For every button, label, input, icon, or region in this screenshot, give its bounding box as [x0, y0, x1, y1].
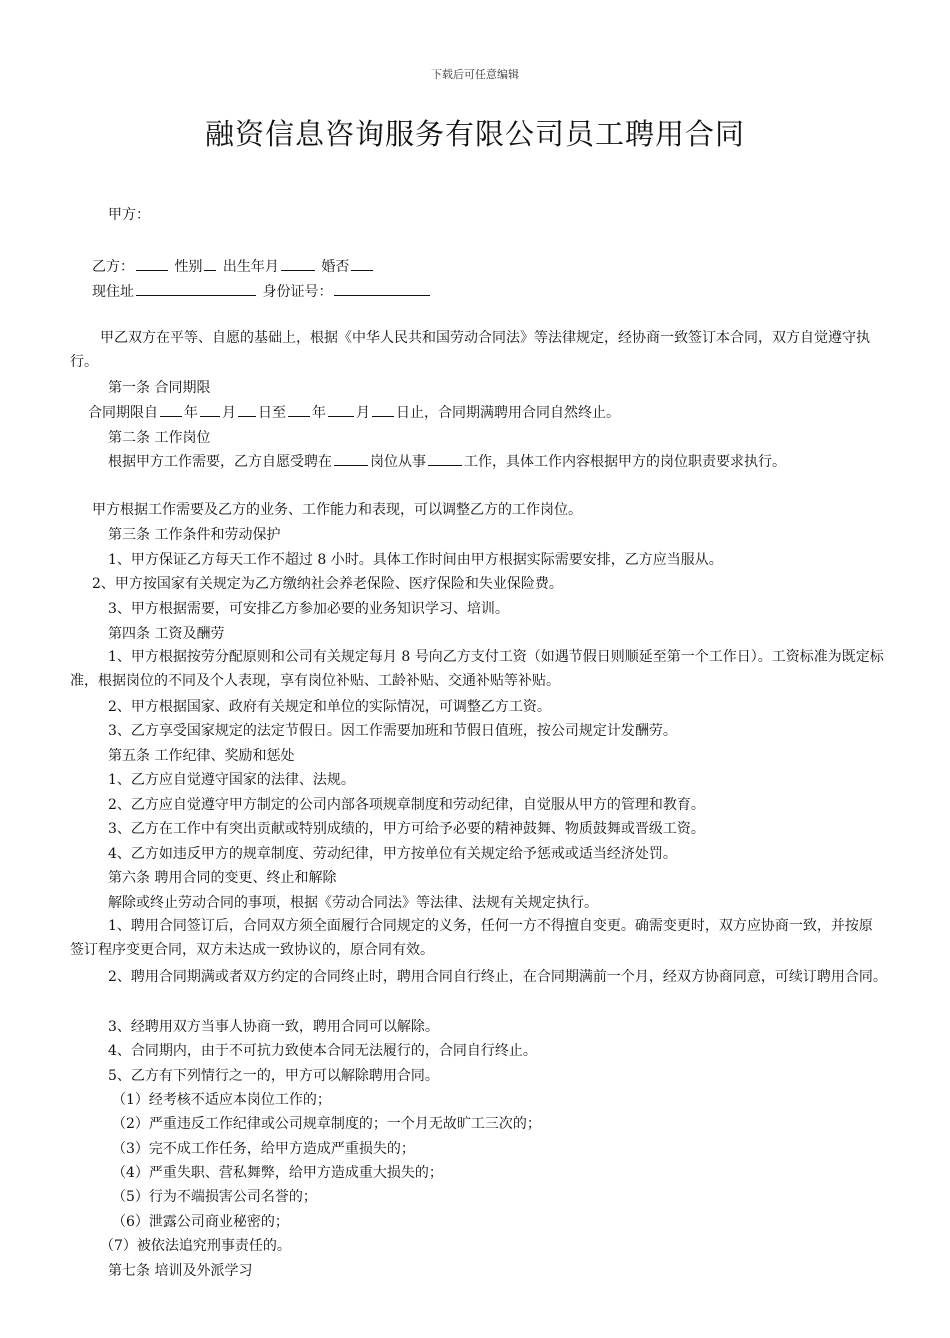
gender-blank	[204, 256, 216, 271]
term-start-label: 合同期限自	[88, 405, 158, 421]
gender-label: 性别	[174, 259, 203, 275]
article-3-item-3: 3、甲方根据需要，可安排乙方参加必要的业务知识学习、培训。	[108, 601, 509, 617]
article-5-item-4: 4、乙方如违反甲方的规章制度、劳动纪律，甲方按单位有关规定给予惩戒或适当经济处罚。	[108, 846, 677, 862]
marital-label: 婚否	[321, 259, 350, 275]
party-a-label: 甲方：	[108, 207, 150, 223]
party-a-line	[108, 205, 150, 225]
start-month-blank	[200, 402, 220, 417]
end-year-blank	[288, 402, 310, 417]
birth-label: 出生年月	[222, 259, 279, 275]
end-day-blank	[372, 402, 394, 417]
article-1-title: 第一条 合同期限	[108, 380, 211, 396]
article-5-item-2: 2、乙方应自觉遵守甲方制定的公司内部各项规章制度和劳动纪律，自觉服从甲方的管理和教育。	[108, 797, 705, 813]
party-b-line	[92, 256, 375, 277]
marital-blank	[351, 256, 373, 271]
post-text-b: 岗位从事	[370, 454, 426, 470]
post-text-a: 根据甲方工作需要，乙方自愿受聘在	[108, 454, 332, 470]
article-6-item-5: 5、乙方有下列情行之一的，甲方可以解除聘用合同。	[108, 1068, 439, 1084]
document-title: 融资信息咨询服务有限公司员工聘用合同	[204, 117, 745, 151]
article-6-item-3: 3、经聘用双方当事人协商一致，聘用合同可以解除。	[108, 1019, 439, 1035]
article-6-sub-3: （3）完不成工作任务，给甲方造成严重损失的；	[112, 1141, 415, 1157]
article-2-title: 第二条 工作岗位	[108, 430, 211, 446]
month-label: 月	[222, 405, 236, 421]
article-1-term	[88, 402, 620, 423]
birth-blank	[281, 256, 315, 271]
article-6-item-1: 1、聘用合同签订后，合同双方须全面履行合同规定的义务，任何一方不得擅自变更。确需变更时，双方应协商一致，并按原签订程序变更合同，双方未达成一致协议的，原合同有效。	[70, 918, 873, 958]
article-4-item-2: 2、甲方根据国家、政府有关规定和单位的实际情况，可调整乙方工资。	[108, 699, 551, 715]
article-4-item-3: 3、乙方享受国家规定的法定节假日。因工作需要加班和节假日值班，按公司规定计发酬劳。	[108, 723, 677, 739]
party-b-label: 乙方：	[92, 259, 134, 275]
article-3-item-2: 2、甲方按国家有关规定为乙方缴纳社会养老保险、医疗保险和失业保险费。	[92, 576, 563, 592]
article-3-item-1: 1、甲方保证乙方每天工作不超过 8 小时。具体工作时间由甲方根据实际需要安排，乙方应当服从。	[108, 552, 723, 568]
work-blank	[428, 451, 462, 466]
post-text-c: 工作，具体工作内容根据甲方的岗位职责要求执行。	[464, 454, 786, 470]
address-line	[92, 281, 432, 302]
article-6-sub-6: （6）泄露公司商业秘密的；	[112, 1214, 289, 1230]
article-3-title: 第三条 工作条件和劳动保护	[108, 527, 281, 543]
article-6-sub-4: （4）严重失职、营私舞弊，给甲方造成重大损失的；	[112, 1165, 443, 1181]
name-blank	[136, 256, 168, 271]
article-6-sub-2: （2）严重违反工作纪律或公司规章制度的；一个月无故旷工三次的；	[112, 1116, 541, 1132]
article-6-title: 第六条 聘用合同的变更、终止和解除	[108, 870, 337, 886]
year2-label: 年	[312, 405, 326, 421]
id-label: 身份证号：	[262, 284, 333, 300]
article-5-item-3: 3、乙方在工作中有突出贡献或特别成绩的，甲方可给予必要的精神鼓舞、物质鼓舞或晋级工资。	[108, 821, 705, 837]
day-to-label: 日至	[258, 405, 286, 421]
start-day-blank	[238, 402, 256, 417]
article-4-title: 第四条 工资及酬劳	[108, 626, 225, 642]
term-end-text: 日止，合同期满聘用合同自然终止。	[396, 405, 620, 421]
article-6-item-4: 4、合同期内，由于不可抗力致使本合同无法履行的，合同自行终止。	[108, 1043, 537, 1059]
article-6-item-2: 2、聘用合同期满或者双方约定的合同终止时，聘用合同自行终止，在合同期满前一个月，经双方协商同意，可续订聘用合同。	[108, 969, 887, 985]
article-2-paragraph-2: 甲方根据工作需要及乙方的业务、工作能力和表现，可以调整乙方的工作岗位。	[92, 502, 582, 518]
month2-label: 月	[356, 405, 370, 421]
address-label: 现住址	[92, 284, 134, 300]
article-4-item-1: 1、甲方根据按劳分配原则和公司有关规定每月 8 号向乙方支付工资（如遇节假日则顺延至第一个工作日）。工资标准为既定标准，根据岗位的不同及个人表现，享有岗位补贴、工龄补贴、交通补贴等补贴。	[70, 649, 884, 689]
article-6-sub-7: （7）被依法追究刑事责任的。	[100, 1238, 291, 1254]
article-7-title: 第七条 培训及外派学习	[108, 1263, 253, 1279]
article-5-item-1: 1、乙方应自觉遵守国家的法律、法规。	[108, 772, 355, 788]
post-blank	[334, 451, 368, 466]
article-6-sub-1: （1）经考核不适应本岗位工作的；	[112, 1092, 331, 1108]
end-month-blank	[328, 402, 354, 417]
intro-paragraph: 甲乙双方在平等、自愿的基础上，根据《中华人民共和国劳动合同法》等法律规定，经协商一致签订本合同，双方自觉遵守执行。	[70, 330, 870, 370]
article-5-title: 第五条 工作纪律、奖励和惩处	[108, 748, 295, 764]
header-note: 下载后可任意编辑	[431, 68, 519, 81]
id-blank	[334, 281, 430, 296]
start-year-blank	[160, 402, 182, 417]
article-6-intro: 解除或终止劳动合同的事项，根据《劳动合同法》等法律、法规有关规定执行。	[108, 895, 598, 911]
article-6-sub-5: （5）行为不端损害公司名誉的；	[112, 1189, 317, 1205]
address-blank	[136, 281, 256, 296]
year-label: 年	[184, 405, 198, 421]
article-2-paragraph-1	[70, 450, 882, 474]
